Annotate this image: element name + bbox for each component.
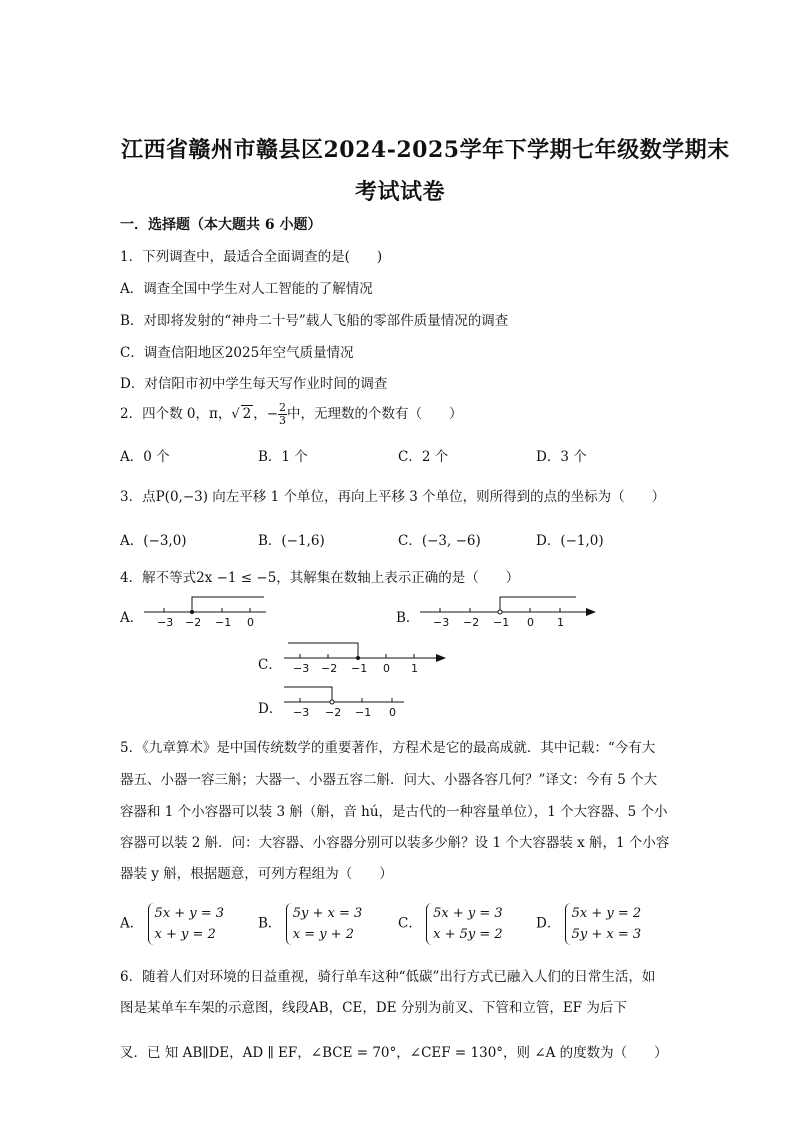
q5-a-eq2: x + y = 2 <box>154 927 216 942</box>
q4-option-c-label: C． <box>258 657 282 673</box>
q3-option-a: A．(−3,0) <box>120 533 187 549</box>
q6-line-2: 图是某单车车架的示意图，线段AB，CE，DE 分别为前叉、下管和立管，EF 为后下 <box>120 1000 627 1016</box>
q1-option-a: A．调查全国中学生对人工智能的了解情况 <box>120 281 373 297</box>
q1-option-c: C．调查信阳地区2025年空气质量情况 <box>120 345 354 361</box>
q2-frac-den: 3 <box>279 414 287 427</box>
title-line-2: 考试试卷 <box>355 179 446 205</box>
q4-d-tick: 0 <box>389 706 396 719</box>
q4-c-tick: 0 <box>383 662 390 675</box>
q4-number-line-c <box>280 638 450 678</box>
q5-d-label: D． <box>536 915 561 932</box>
title-line-1: 江西省赣州市赣县区2024-2025学年下学期七年级数学期末 <box>121 137 730 163</box>
q5-line-5: 器装 y 斛，根据题意，可列方程组为（ ） <box>120 866 393 882</box>
q4-d-tick: −1 <box>355 706 372 719</box>
q2-sqrt-radicand: 2 <box>242 406 252 422</box>
q4-option-a-label: A． <box>120 610 144 626</box>
q4-option-b-label: B． <box>396 610 420 626</box>
q5-a-eq1: 5x + y = 3 <box>154 906 225 921</box>
q5-b-label: B． <box>258 915 282 932</box>
q4-c-tick: 1 <box>411 662 418 675</box>
q3-option-c: C．(−3, −6) <box>398 533 481 549</box>
q4-b-tick: 1 <box>557 616 564 629</box>
q4-number-line-d <box>280 682 410 722</box>
q5-line-2: 器五、小器一容三斛；大器一、小器五容二斛．问大、小器各容几何？”译文：今有 5 个大 <box>120 772 658 788</box>
q1-option-b: B．对即将发射的“神舟二十号”载人飞船的零部件质量情况的调查 <box>120 313 509 329</box>
q5-a-label: A． <box>120 915 144 932</box>
q5-b-eq2: x = y + 2 <box>292 927 354 942</box>
q5-option-d <box>536 903 641 945</box>
q4-d-tick: −2 <box>325 706 342 719</box>
q4-b-tick: −2 <box>463 616 480 629</box>
q5-d-eq1: 5x + y = 2 <box>571 906 642 921</box>
q5-c-label: C． <box>398 915 422 932</box>
q4-a-tick: −2 <box>185 616 202 629</box>
section-heading: 一．选择题（本大题共 6 小题） <box>120 217 322 233</box>
q4-c-tick: −1 <box>351 662 368 675</box>
q4-stem: 4．解不等式2x −1 ≤ −5，其解集在数轴上表示正确的是（ ） <box>120 570 520 586</box>
q6-line-3: 叉．已 知 AB∥DE，AD ∥ EF，∠BCE = 70°，∠CEF = 130°，则 ∠A 的度数为（ ） <box>120 1045 668 1061</box>
q4-d-tick: −3 <box>293 706 310 719</box>
q5-line-1: 5．《九章算术》是中国传统数学的重要著作，方程术是它的最高成就．其中记载：“今有大 <box>120 740 656 756</box>
q4-b-tick: 0 <box>527 616 534 629</box>
q2-option-b: B．1 个 <box>258 449 308 465</box>
q2-stem-mid: ，− <box>253 406 279 422</box>
q5-line-4: 容器可以装 2 斛．问：大容器、小容器分别可以装多少斛？设 1 个大容器装 x 斛，1 个小容 <box>120 835 670 851</box>
q2-option-c: C．2 个 <box>398 449 449 465</box>
q2-frac-num: 2 <box>279 401 287 414</box>
q5-option-a <box>120 903 224 945</box>
q4-b-tick: −3 <box>433 616 450 629</box>
q5-b-eq1: 5y + x = 3 <box>292 906 363 921</box>
q5-option-b <box>258 903 362 945</box>
q5-d-eq2: 5y + x = 3 <box>571 927 642 942</box>
q3-option-b: B．(−1,6) <box>258 533 325 549</box>
q4-a-tick: −1 <box>215 616 232 629</box>
q1-option-d: D．对信阳市初中学生每天写作业时间的调查 <box>120 376 388 392</box>
q5-line-3: 容器和 1 个小容器可以装 3 斛（斛，音 hú，是古代的一种容量单位），1 个大容器、5 个小 <box>120 804 668 820</box>
q1-stem: 1．下列调查中，最适合全面调查的是( ) <box>120 249 383 265</box>
q4-b-tick: −1 <box>493 616 510 629</box>
q4-a-tick: 0 <box>247 616 254 629</box>
q4-a-tick: −3 <box>157 616 174 629</box>
q3-option-d: D．(−1,0) <box>536 533 604 549</box>
q4-c-tick: −3 <box>293 662 310 675</box>
q2-stem: 2．四个数 0，π，√ 2 ，− $\frac{2}{3}$ 中，无理数的个数有（ ） <box>120 401 463 427</box>
q5-option-c <box>398 903 503 945</box>
q2-stem-post: 中，无理数的个数有（ ） <box>287 406 463 422</box>
q3-stem: 3．点P(0,−3) 向左平移 1 个单位，再向上平移 3 个单位，则所得到的点的坐标为（ ） <box>120 489 666 505</box>
q2-stem-pre: 2．四个数 0，π， <box>120 406 232 422</box>
q4-number-line-a <box>140 592 270 632</box>
q5-c-eq2: x + 5y = 2 <box>433 927 503 942</box>
q4-option-d-label: D． <box>258 701 283 717</box>
q6-line-1: 6．随着人们对环境的日益重视，骑行单车这种“低碳”出行方式已融入人们的日常生活，如 <box>120 969 656 985</box>
q2-option-d: D．3 个 <box>536 449 587 465</box>
q2-option-a: A．0 个 <box>120 449 170 465</box>
q5-c-eq1: 5x + y = 3 <box>433 906 503 921</box>
q4-number-line-b <box>416 592 600 632</box>
q4-c-tick: −2 <box>321 662 338 675</box>
